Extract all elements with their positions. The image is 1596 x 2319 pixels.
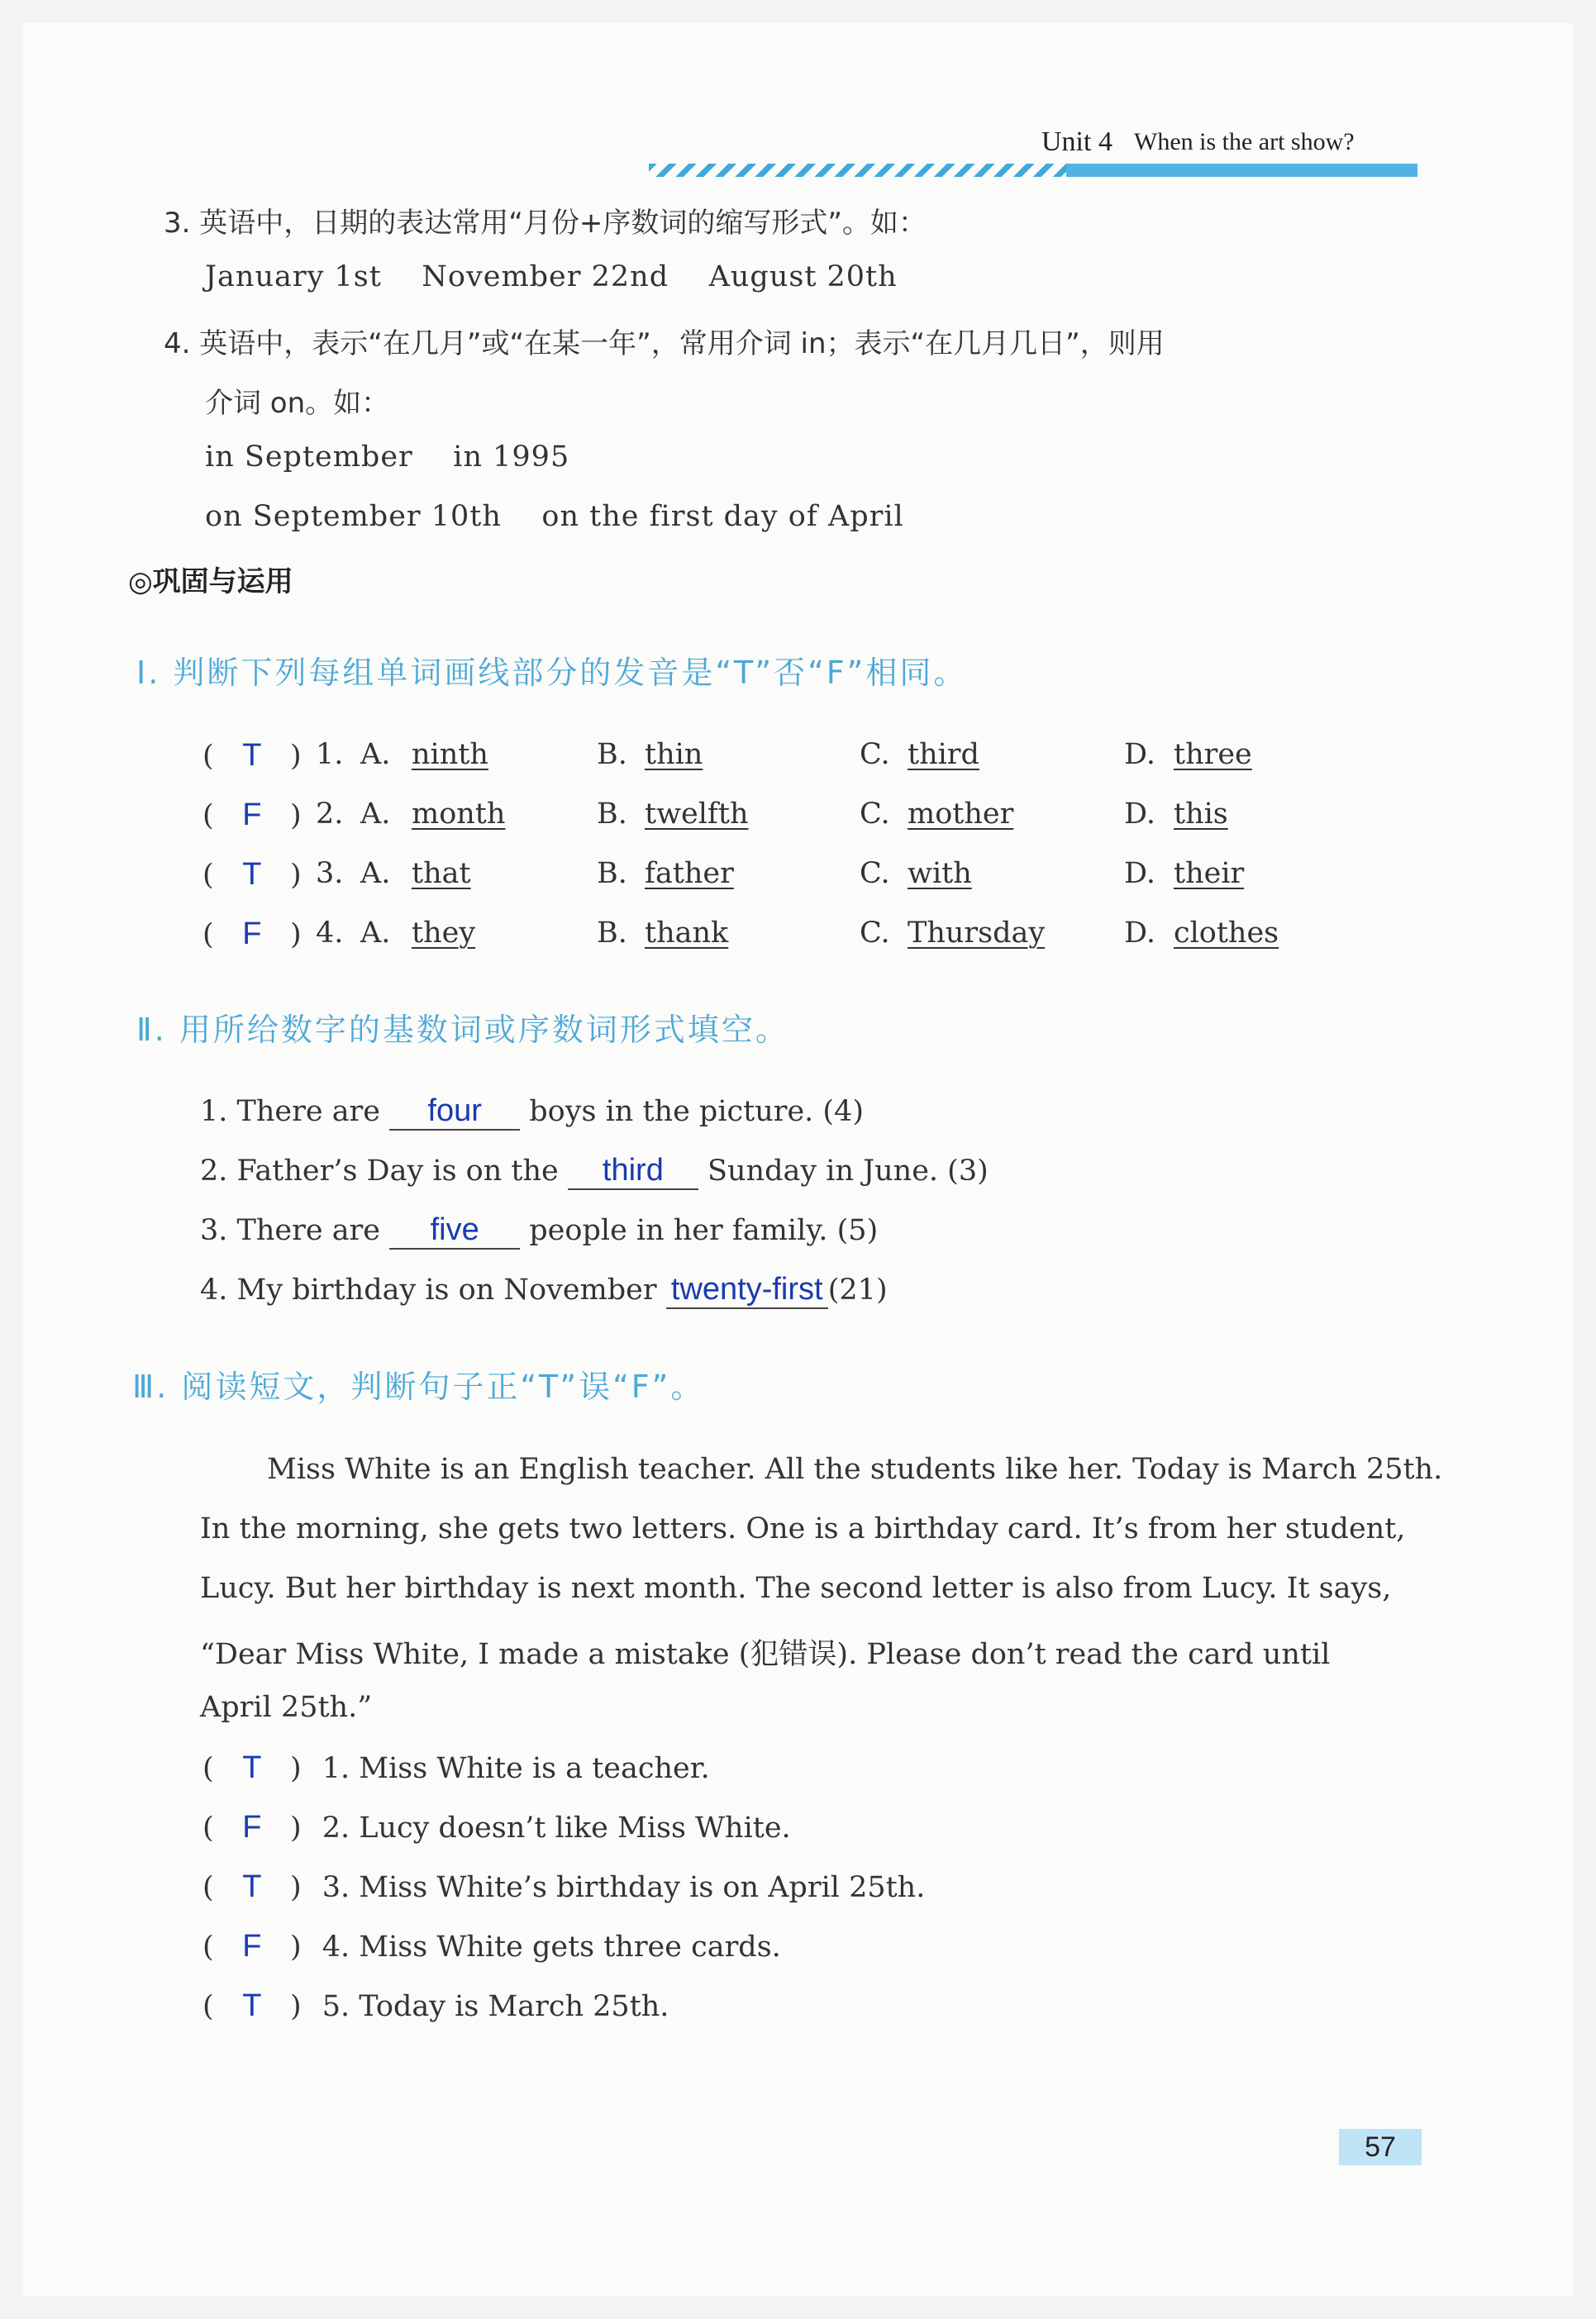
s3-answer-5: T	[242, 1988, 262, 2023]
s3-answer-3: T	[242, 1869, 262, 1904]
s1-label-b: B.	[597, 738, 627, 771]
s1-word-1b: thin	[645, 738, 703, 771]
note-4-example-on: on September 10th on the first day of April	[205, 500, 904, 533]
s1-label-a: A.	[360, 798, 391, 831]
s1-word-1a: ninth	[412, 738, 488, 771]
s2-item-2: 2. Father’s Day is on the third Sunday in June. (3)	[200, 1153, 989, 1190]
s1-word-2b: twelfth	[645, 798, 749, 831]
s1-num-1: 1.	[316, 738, 344, 771]
s1-word-4c: Thursday	[908, 917, 1046, 950]
passage-line-1: Miss White is an English teacher. All the students like her. Today is March 25th.	[267, 1453, 1443, 1486]
s2-blank-4: twenty-first	[666, 1272, 828, 1309]
note-4-title: 4. 英语中，表示“在几月”或“在某一年”，常用介词 in；表示“在几月几日”，则用	[164, 327, 1165, 360]
s1-label-b: B.	[597, 857, 627, 890]
s1-label-c: C.	[860, 917, 890, 950]
s3-item-1: ( T ) 1. Miss White is a teacher.	[202, 1750, 710, 1785]
s1-label-a: A.	[360, 917, 391, 950]
s1-answer-2: F	[242, 798, 262, 832]
s2-item-3: 3. There are five people in her family. (5)	[200, 1212, 878, 1250]
passage-line-3: Lucy. But her birthday is next month. The second letter is also from Lucy. It says,	[200, 1572, 1392, 1605]
s1-label-d: D.	[1124, 917, 1155, 950]
s1-answer-3: T	[242, 857, 262, 892]
note-3-examples: January 1st November 22nd August 20th	[205, 260, 898, 293]
s2-blank-2: third	[568, 1153, 698, 1190]
s1-word-3d: their	[1174, 857, 1245, 890]
s3-item-3: ( T ) 3. Miss White’s birthday is on April 25th.	[202, 1869, 926, 1904]
s1-num-3: 3.	[316, 857, 344, 890]
s1-num-2: 2.	[316, 798, 344, 831]
s1-label-b: B.	[597, 917, 627, 950]
section-3-title: Ⅲ. 阅读短文，判断句子正“T”误“F”。	[132, 1369, 705, 1405]
s1-answer-1: T	[242, 738, 262, 773]
s1-label-c: C.	[860, 738, 890, 771]
s1-row-3: ( T )	[202, 857, 302, 892]
s1-label-b: B.	[597, 798, 627, 831]
s3-item-2: ( F ) 2. Lucy doesn’t like Miss White.	[202, 1810, 791, 1845]
s2-blank-1: four	[389, 1093, 520, 1131]
header-stripe-solid	[1066, 164, 1417, 177]
s1-label-a: A.	[360, 857, 391, 890]
s1-word-4a: they	[412, 917, 476, 950]
s1-label-c: C.	[860, 857, 890, 890]
note-3-title: 3. 英语中，日期的表达常用“月份+序数词的缩写形式”。如：	[164, 207, 927, 240]
passage-line-5: April 25th.”	[200, 1691, 373, 1724]
s1-row-4: ( F )	[202, 917, 302, 951]
note-4-example-in: in September in 1995	[205, 440, 570, 474]
s1-word-2a: month	[412, 798, 506, 831]
s1-word-3c: with	[908, 857, 972, 890]
unit-title: When is the art show?	[1134, 128, 1355, 155]
unit-label: Unit 4	[1041, 126, 1112, 157]
s3-item-5: ( T ) 5. Today is March 25th.	[202, 1988, 669, 2023]
s2-item-1: 1. There are four boys in the picture. (4)	[200, 1093, 864, 1131]
s1-answer-4: F	[242, 917, 262, 951]
passage-line-2: In the morning, she gets two letters. One is a birthday card. It’s from her student,	[200, 1512, 1406, 1545]
section-2-title: Ⅱ. 用所给数字的基数词或序数词形式填空。	[136, 1012, 789, 1048]
s1-word-3b: father	[645, 857, 734, 890]
s2-item-4: 4. My birthday is on November twenty-first (21)	[200, 1272, 888, 1309]
s1-row-2: ( F )	[202, 798, 302, 832]
s1-label-d: D.	[1124, 857, 1155, 890]
s1-word-1c: third	[908, 738, 979, 771]
note-4-line2: 介词 on。如：	[205, 387, 390, 420]
s1-word-4b: thank	[645, 917, 729, 950]
s1-word-2d: this	[1174, 798, 1228, 831]
s3-item-4: ( F ) 4. Miss White gets three cards.	[202, 1929, 781, 1964]
s3-answer-1: T	[242, 1750, 262, 1785]
s3-answer-2: F	[242, 1810, 262, 1845]
page-number: 57	[1339, 2129, 1422, 2165]
s1-label-a: A.	[360, 738, 391, 771]
s1-label-d: D.	[1124, 738, 1155, 771]
passage-line-4: “Dear Miss White, I made a mistake (犯错误). Please don’t read the card until	[200, 1638, 1331, 1671]
s1-label-c: C.	[860, 798, 890, 831]
s1-word-3a: that	[412, 857, 471, 890]
s1-num-4: 4.	[316, 917, 344, 950]
s3-answer-4: F	[242, 1929, 262, 1964]
s1-word-4d: clothes	[1174, 917, 1279, 950]
s2-blank-3: five	[389, 1212, 520, 1250]
s1-label-d: D.	[1124, 798, 1155, 831]
s1-row-1: ( T )	[202, 738, 302, 773]
s1-word-1d: three	[1174, 738, 1252, 771]
s1-word-2c: mother	[908, 798, 1014, 831]
consolidation-heading: ◎巩固与运用	[128, 565, 293, 598]
section-1-title: Ⅰ. 判断下列每组单词画线部分的发音是“T”否“F”相同。	[136, 655, 968, 691]
